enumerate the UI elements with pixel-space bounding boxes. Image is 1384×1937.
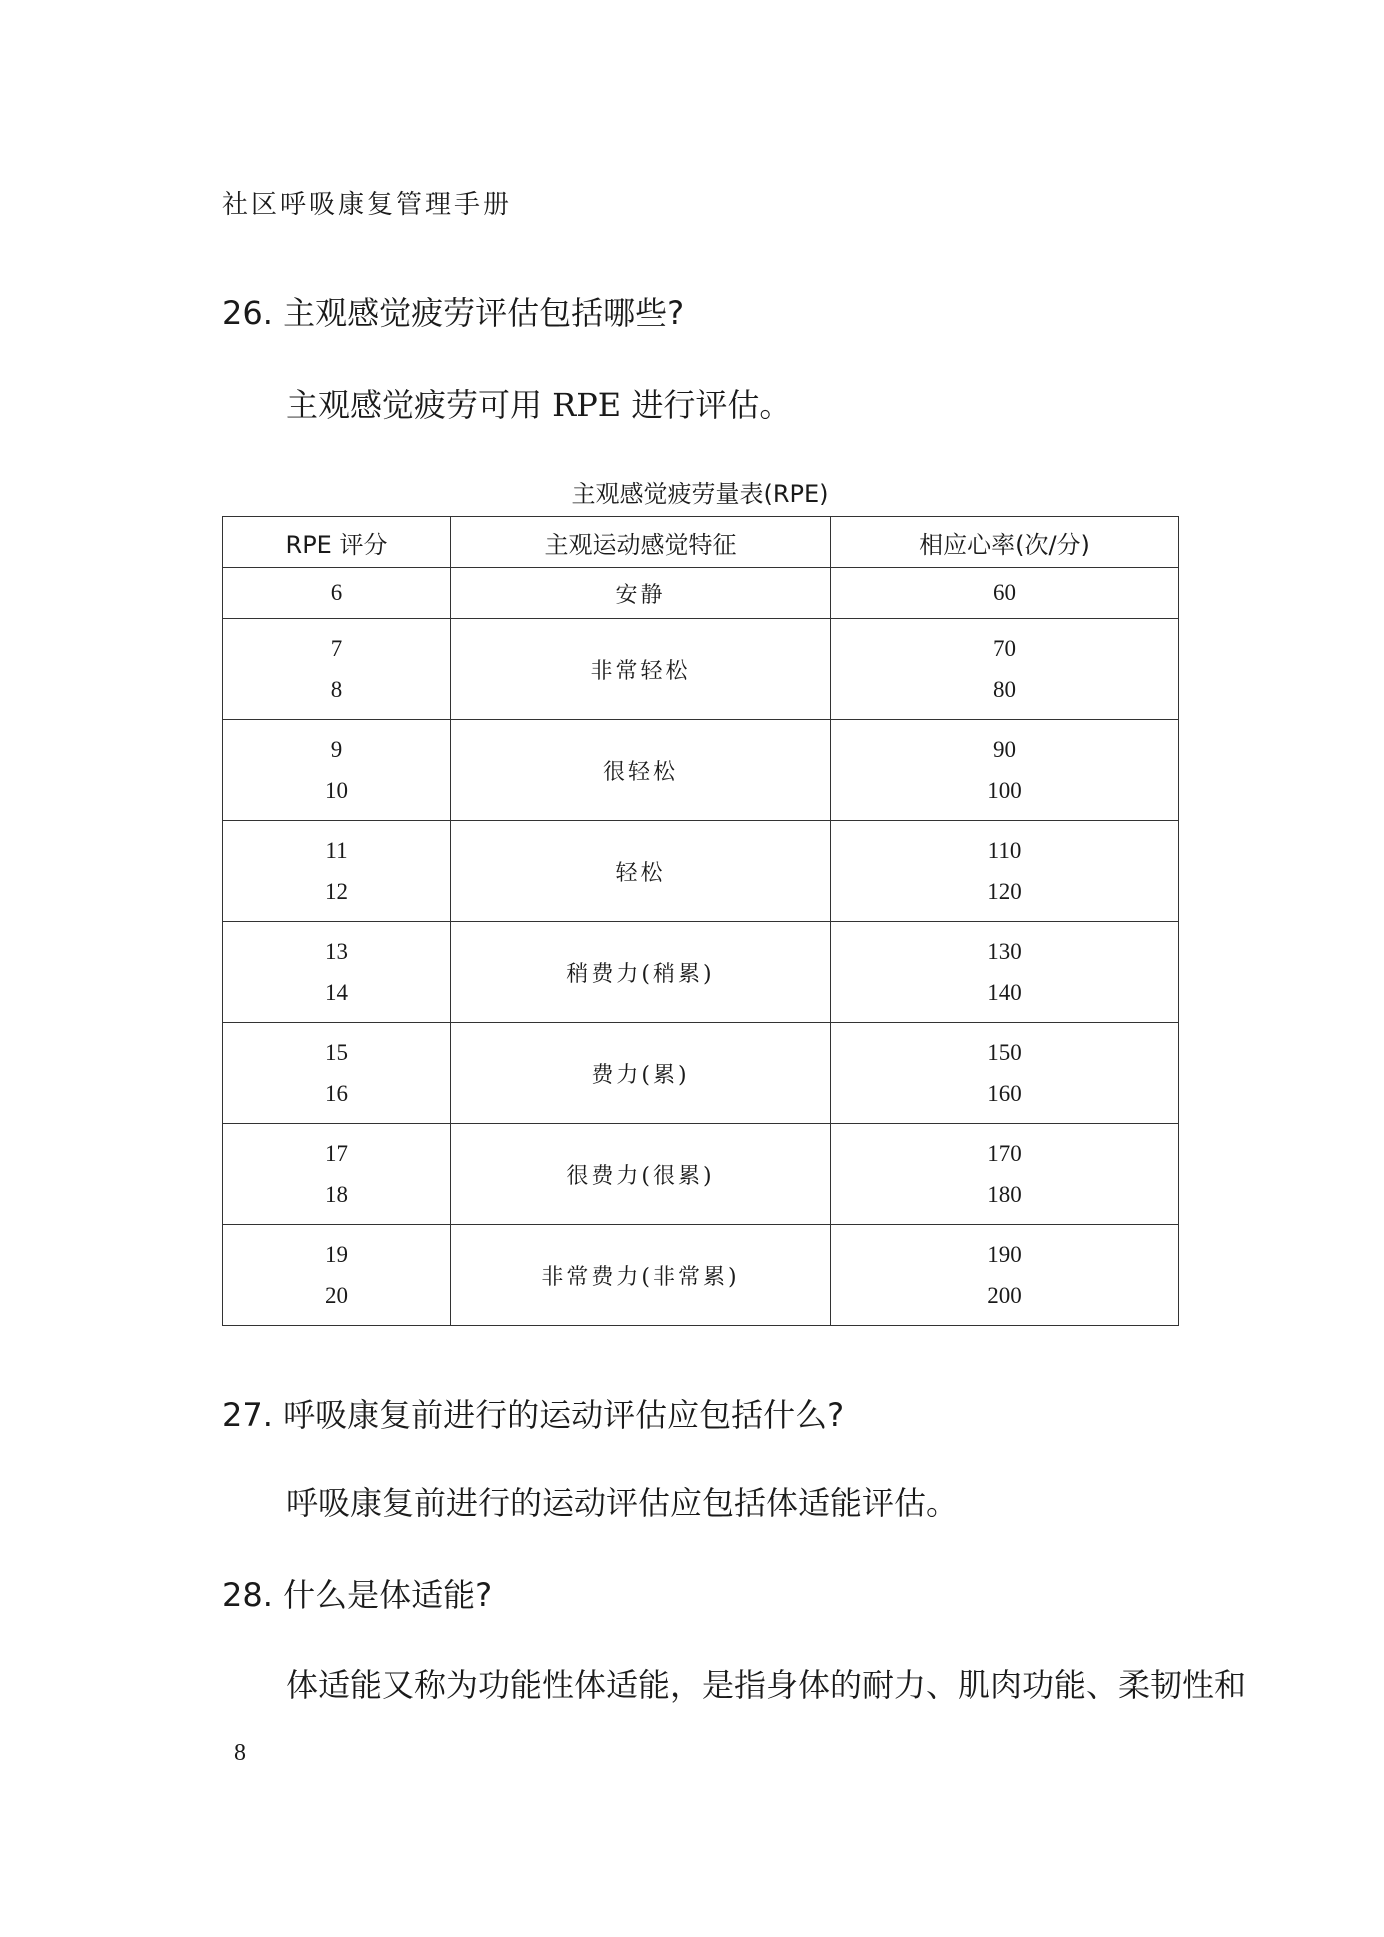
rpe-score-cell	[223, 821, 451, 922]
rpe-score: 9	[330, 737, 343, 762]
rpe-score: 17	[325, 1141, 348, 1166]
heart-rate-cell	[831, 568, 1179, 619]
question-heading-28: 28. 什么是体适能?	[222, 1576, 493, 1614]
rpe-score-cell	[223, 720, 451, 821]
rpe-score-cell	[223, 922, 451, 1023]
table-row	[223, 821, 1179, 922]
heart-rate-cell	[831, 619, 1179, 720]
table-caption: 主观感觉疲劳量表(RPE)	[571, 480, 829, 508]
rpe-score: 13	[325, 939, 348, 964]
feeling-cell: 很轻松	[451, 720, 831, 821]
heart-rate: 150	[987, 1040, 1022, 1065]
table-row	[223, 1023, 1179, 1124]
heart-rate: 190	[987, 1242, 1022, 1267]
rpe-score: 10	[325, 778, 348, 803]
rpe-score: 14	[325, 980, 348, 1005]
heart-rate: 180	[987, 1182, 1022, 1207]
heart-rate: 70	[993, 636, 1016, 661]
question-heading-26: 26. 主观感觉疲劳评估包括哪些?	[222, 294, 685, 332]
rpe-table	[222, 516, 1179, 1326]
table-header-row	[223, 517, 1179, 568]
rpe-score: 16	[325, 1081, 348, 1106]
rpe-score: 19	[325, 1242, 348, 1267]
feeling-cell: 轻松	[451, 821, 831, 922]
heart-rate: 90	[993, 737, 1016, 762]
rpe-score-cell	[223, 1225, 451, 1326]
rpe-score: 12	[325, 879, 348, 904]
answer-paragraph-28: 体适能又称为功能性体适能，是指身体的耐力、肌肉功能、柔韧性和	[286, 1666, 1247, 1704]
feeling-cell: 非常轻松	[451, 619, 831, 720]
heart-rate-cell	[831, 821, 1179, 922]
table-row	[223, 720, 1179, 821]
answer-paragraph-26: 主观感觉疲劳可用 RPE 进行评估。	[286, 386, 792, 424]
heart-rate: 140	[987, 980, 1022, 1005]
heart-rate: 160	[987, 1081, 1022, 1106]
heart-rate: 100	[987, 778, 1022, 803]
running-head: 社区呼吸康复管理手册	[222, 190, 513, 220]
rpe-score: 8	[330, 677, 343, 702]
feeling-cell: 安静	[451, 568, 831, 619]
table-row	[223, 1124, 1179, 1225]
rpe-score-cell	[223, 619, 451, 720]
rpe-score-cell	[223, 568, 451, 619]
heart-rate: 170	[987, 1141, 1022, 1166]
table-row	[223, 1225, 1179, 1326]
rpe-score: 11	[325, 838, 348, 863]
feeling-cell: 非常费力(非常累)	[451, 1225, 831, 1326]
heart-rate: 60	[993, 580, 1016, 605]
rpe-score-cell	[223, 1124, 451, 1225]
table-row	[223, 619, 1179, 720]
heart-rate: 200	[987, 1283, 1022, 1308]
question-heading-27: 27. 呼吸康复前进行的运动评估应包括什么?	[222, 1396, 845, 1434]
heart-rate-cell	[831, 922, 1179, 1023]
rpe-score-cell	[223, 1023, 451, 1124]
heart-rate: 120	[987, 879, 1022, 904]
header-rpe-score: RPE 评分	[223, 517, 451, 568]
heart-rate-cell	[831, 1225, 1179, 1326]
rpe-score: 18	[325, 1182, 348, 1207]
answer-paragraph-27: 呼吸康复前进行的运动评估应包括体适能评估。	[286, 1484, 959, 1522]
rpe-score: 15	[325, 1040, 348, 1065]
page-number: 8	[234, 1740, 246, 1766]
heart-rate-cell	[831, 720, 1179, 821]
feeling-cell: 费力(累)	[451, 1023, 831, 1124]
heart-rate: 80	[993, 677, 1016, 702]
rpe-score: 7	[330, 636, 343, 661]
rpe-score: 20	[325, 1283, 348, 1308]
heart-rate-cell	[831, 1023, 1179, 1124]
table-row	[223, 922, 1179, 1023]
heart-rate-cell	[831, 1124, 1179, 1225]
feeling-cell: 很费力(很累)	[451, 1124, 831, 1225]
rpe-score: 6	[330, 580, 343, 605]
header-heart-rate: 相应心率(次/分)	[831, 517, 1179, 568]
table-row	[223, 568, 1179, 619]
heart-rate: 130	[987, 939, 1022, 964]
header-feeling: 主观运动感觉特征	[451, 517, 831, 568]
feeling-cell: 稍费力(稍累)	[451, 922, 831, 1023]
heart-rate: 110	[987, 838, 1022, 863]
